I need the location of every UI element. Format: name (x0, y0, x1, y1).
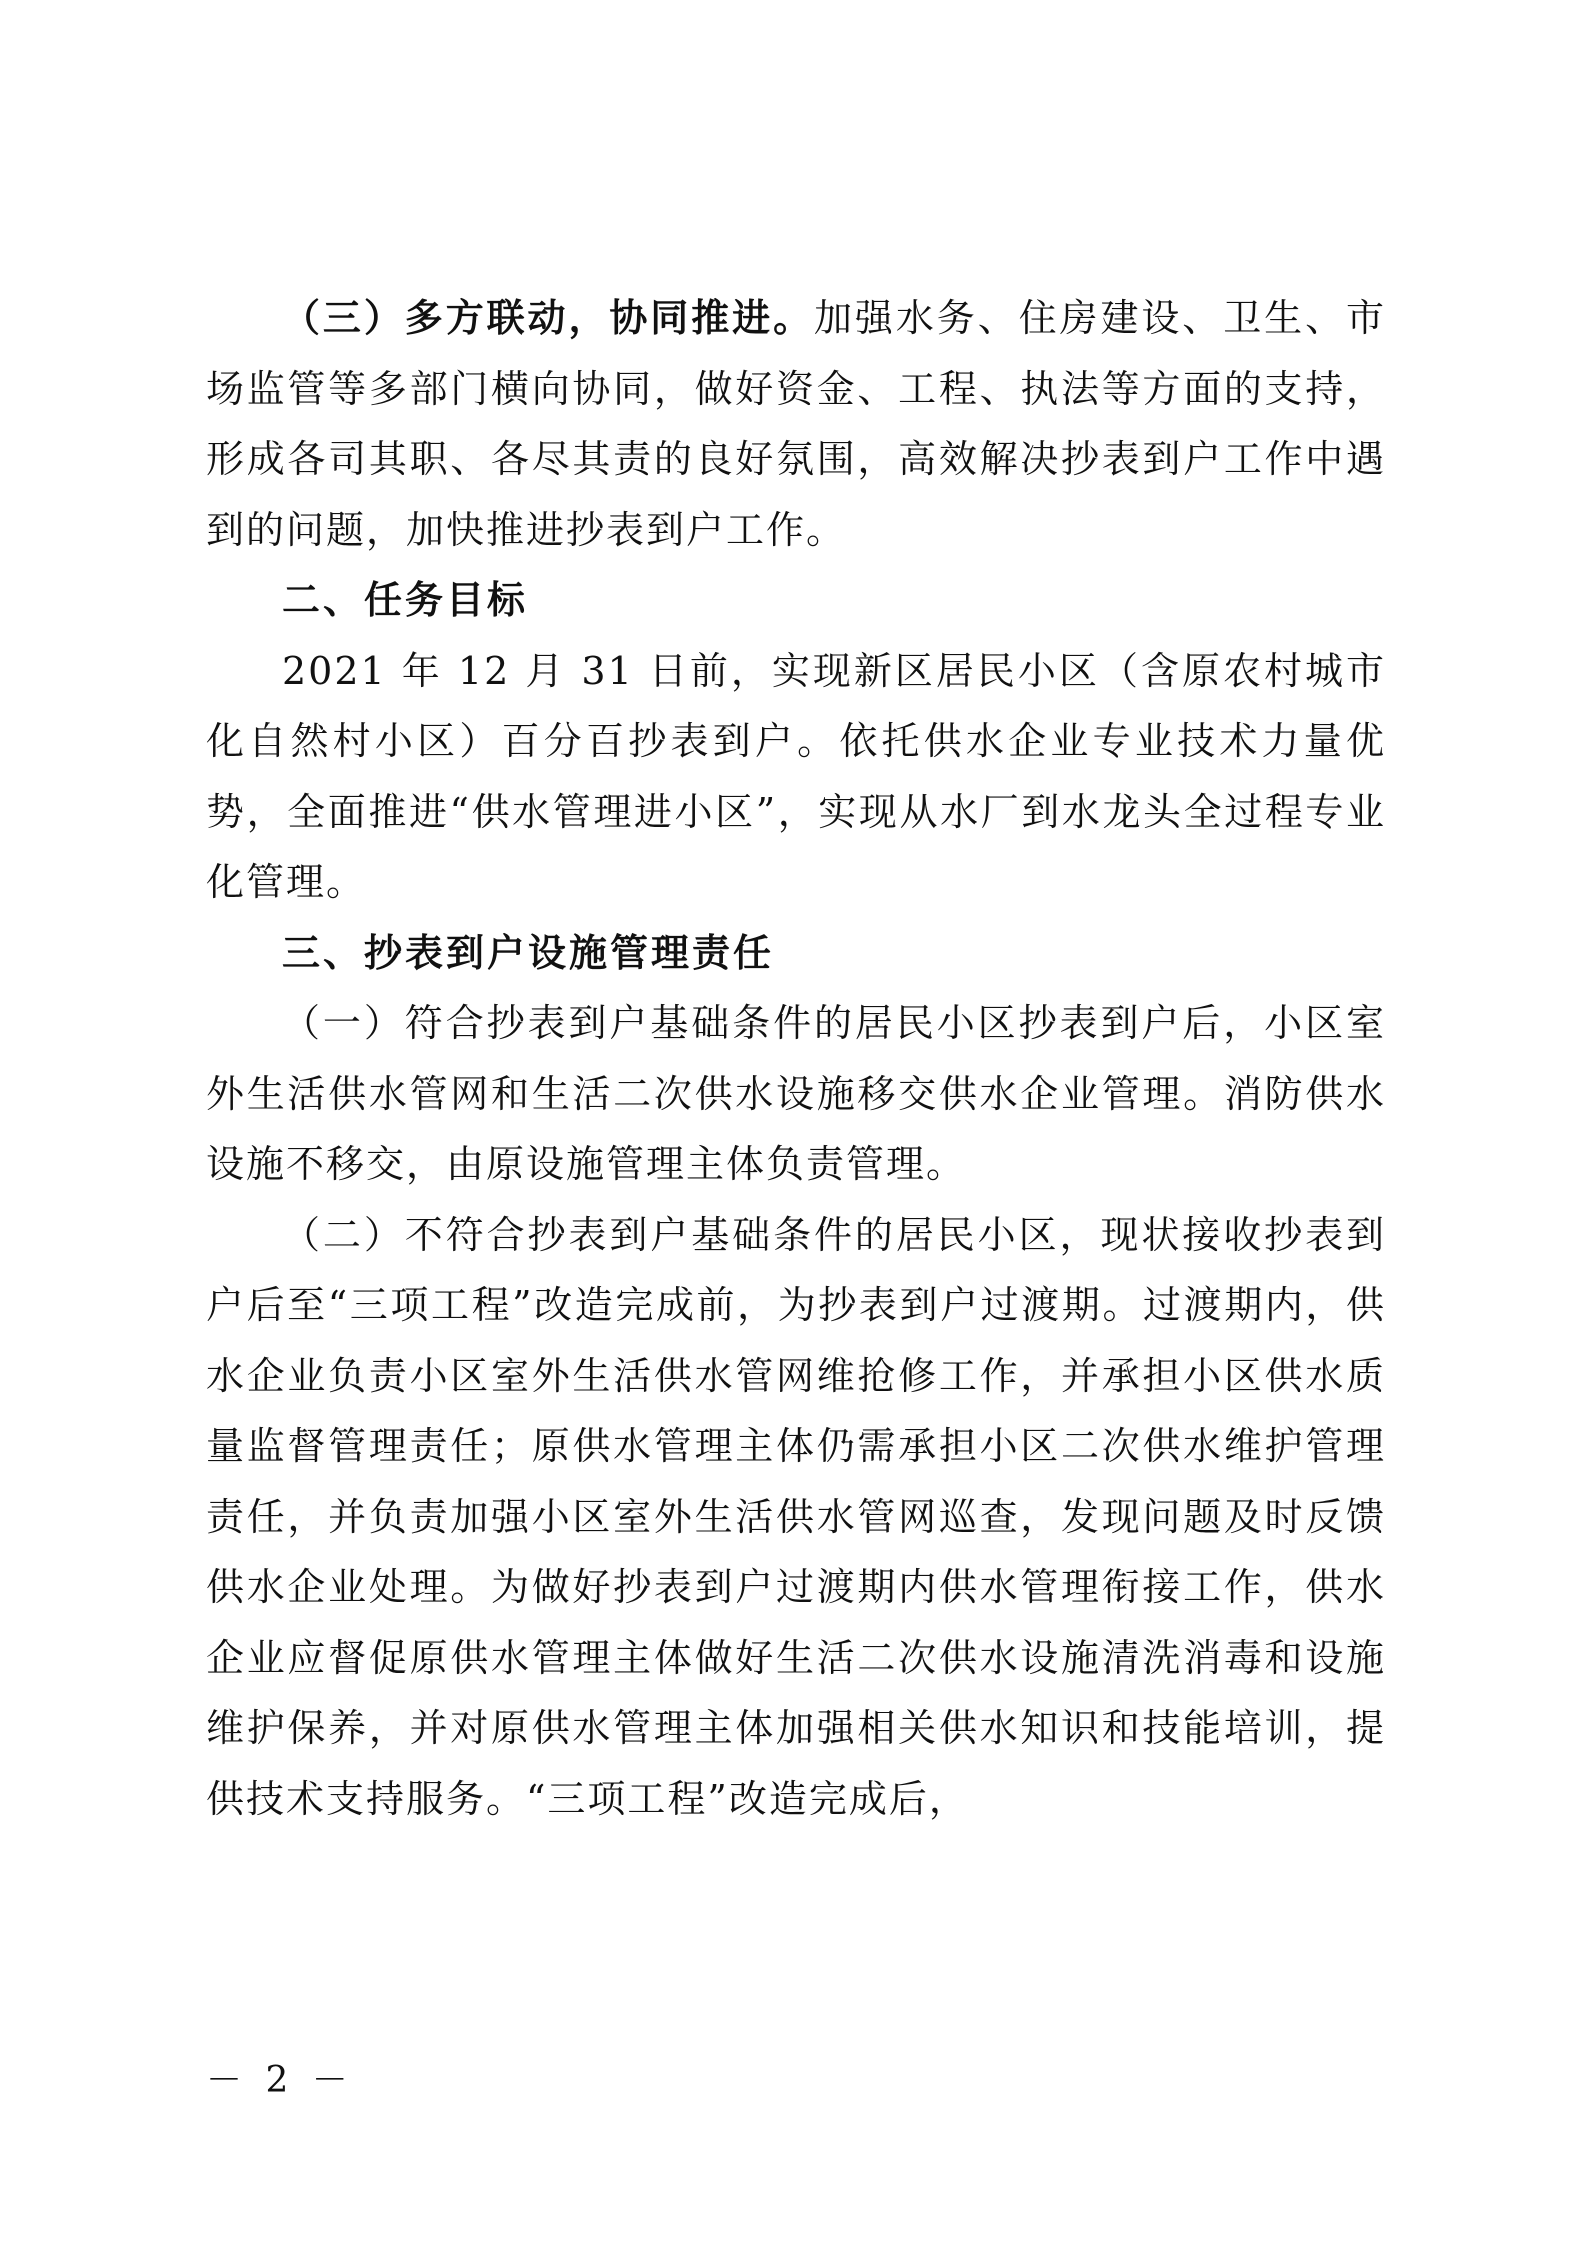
section-heading-facility-responsibility: 三、抄表到户设施管理责任 (282, 930, 775, 975)
page-number: － 2 － (206, 2060, 354, 2101)
document-body (206, 283, 1386, 1834)
paragraph-lead-heading: （三）多方联动，协同推进。 (282, 296, 814, 340)
paragraph-task-goals: 2021 年 12 月 31 日前，实现新区居民小区（含原农村城市化自然村小区）百分百抄表到户。依托供水企业专业技术力量优势，全面推进“供水管理进小区”，实现从水厂到水龙头全过程专业化管理。 (206, 648, 1386, 904)
paragraph-text: 加强水务、住房建设、卫生、市场监管等多部门横向协同，做好资金、工程、执法等方面的支持，形成各司其职、各尽其责的良好氛围，高效解决抄表到户工作中遇到的问题，加快推进抄表到户工作。 (206, 296, 1386, 552)
paragraph-eligible-communities: （一）符合抄表到户基础条件的居民小区抄表到户后，小区室外生活供水管网和生活二次供水设施移交供水企业管理。消防供水设施不移交，由原设施管理主体负责管理。 (206, 1001, 1386, 1186)
section-heading-task-goals: 二、任务目标 (282, 578, 529, 622)
paragraph-ineligible-communities: （二）不符合抄表到户基础条件的居民小区，现状接收抄表到户后至“三项工程”改造完成前，为抄表到户过渡期。过渡期内，供水企业负责小区室外生活供水管网维抢修工作，并承担小区供水质量监督管理责任；原供水管理主体仍需承担小区二次供水维护管理责任，并负责加强小区室外生活供水管网巡查，发现问题及时反馈供水企业处理。为做好抄表到户过渡期内供水管理衔接工作，供水企业应督促原供水管理主体做好生活二次供水设施清洗消毒和设施维护保养，并对原供水管理主体加强相关供水知识和技能培训，提供技术支持服务。“三项工程”改造完成后， (206, 1212, 1386, 1821)
paragraph-multi-party-linkage (206, 283, 1386, 565)
